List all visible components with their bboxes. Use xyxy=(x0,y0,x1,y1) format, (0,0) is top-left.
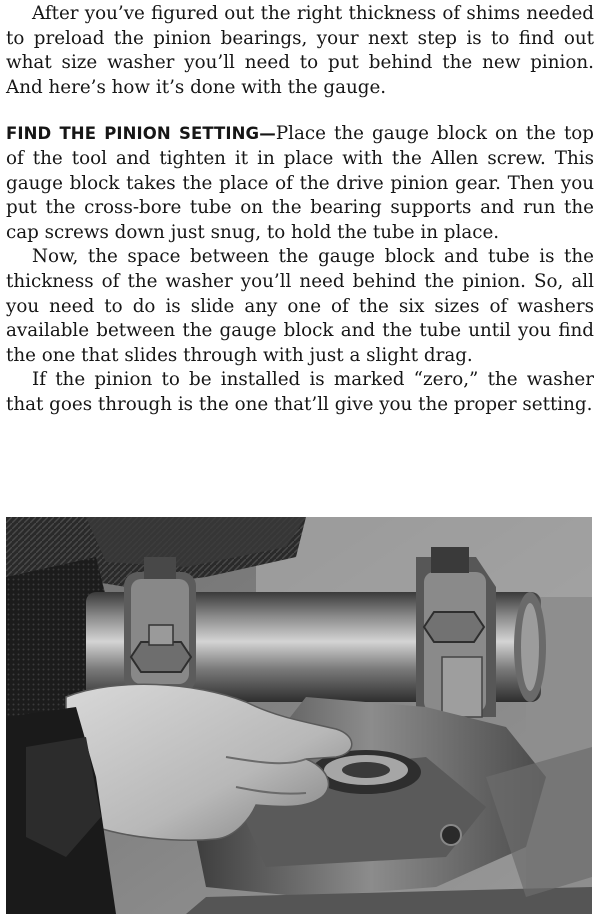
body-text xyxy=(6,2,594,418)
gauge-tool-illustration xyxy=(6,517,592,914)
section-body: Place the gauge block on the top of the tool and tighten it in place with the Allen screw. This gauge block takes the place of the drive pinion gear. Then you put the cross-bore tube on the bearing supports and run the cap screws down just snug, to hold the tube in place. xyxy=(6,123,595,243)
zero-pinion-paragraph: If the pinion to be installed is marked “zero,” the washer that goes through is the one that’ll give you the proper setting. xyxy=(6,369,594,415)
intro-paragraph: After you’ve figured out the right thickness of shims needed to preload the pinion bearings, your next step is to find out what size washer you’ll need to put behind the new pinion. And here’s how it’s done with the gauge. xyxy=(6,3,594,98)
pinion-setting-paragraph xyxy=(6,122,594,245)
gauge-tool-photo xyxy=(6,517,592,914)
washer-space-paragraph: Now, the space between the gauge block and tube is the thickness of the washer you’ll need behind the pinion. So, all you need to do is slide any one of the six sizes of washers available between the gauge block and the tube until you find the one that slides through with just a slight drag. xyxy=(6,246,594,366)
section-heading: FIND THE PINION SETTING— xyxy=(6,124,276,144)
